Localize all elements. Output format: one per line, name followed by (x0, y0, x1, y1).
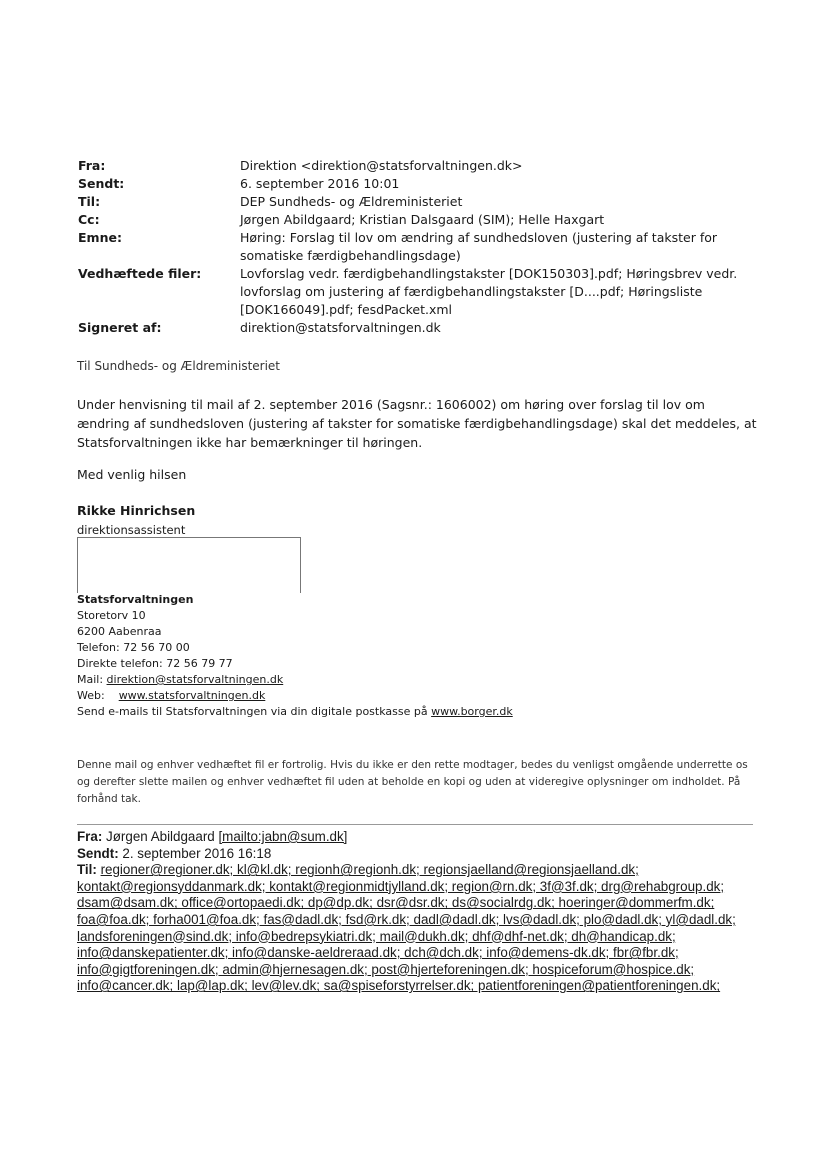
recipient-list-line[interactable]: info@cancer.dk; lap@lap.dk; lev@lev.dk; sa@spiseforstyrrelser.dk; patientforeningen@patientforeningen.dk; (77, 978, 721, 994)
header-value: Høring: Forslag til lov om ændring af sundhedsloven (justering af takster for somatiske færdigbehandlingsdage) (240, 230, 718, 263)
signature-city: 6200 Aabenraa (77, 625, 162, 638)
recipient-list-line[interactable]: kontakt@regionsyddanmark.dk; kontakt@regionmidtjylland.dk; region@rn.dk; 3f@3f.dk; drg@rehabgroup.dk; (77, 878, 725, 894)
header-row-to (78, 193, 758, 211)
header-label: Fra: (78, 158, 106, 173)
recipient-list-line[interactable]: foa@foa.dk; forha001@foa.dk; fas@dadl.dk; fsd@rk.dk; dadl@dadl.dk; lvs@dadl.dk; plo@dadl.dk; yl@dadl.dk; (77, 911, 736, 927)
greeting: Med venlig hilsen (77, 467, 187, 482)
header-value: Lovforslag vedr. færdigbehandlingstakster [DOK150303].pdf; Høringsbrev vedr. lovforslag om justering af færdigbehandlingstakster [D....pdf; Høringsliste [DOK166049].pdf; fesdPacket.xml (240, 266, 738, 317)
signature-eboks-row (77, 704, 513, 720)
header-label: Emne: (78, 230, 122, 245)
fwd-from-row (77, 829, 767, 846)
header-row-subject (78, 229, 758, 265)
logo-placeholder (77, 537, 301, 593)
recipient-list-line[interactable]: info@danskepatienter.dk; info@danske-aeldreraad.dk; dch@dch.dk; info@demens-dk.dk; fbr@fbr.dk; (77, 945, 679, 961)
header-value: Direktion <direktion@statsforvaltningen.dk> (240, 158, 523, 173)
salutation: Til Sundheds- og Ældreministeriet (77, 359, 281, 373)
signature-street: Storetorv 10 (77, 609, 146, 622)
recipient-list-line[interactable]: landsforeningen@sind.dk; info@bedrepsykiatri.dk; mail@dukh.dk; dhf@dhf-net.dk; dh@handicap.dk; (77, 928, 676, 944)
header-value: 6. september 2016 10:01 (240, 176, 400, 191)
header-label: Signeret af: (78, 320, 162, 335)
header-label: Sendt: (78, 176, 125, 191)
divider (77, 824, 753, 825)
mail-label: Mail: (77, 673, 107, 686)
signature-title: direktionsassistent (77, 523, 186, 537)
signature-direct-phone: Direkte telefon: 72 56 79 77 (77, 657, 233, 670)
header-row-attachments (78, 265, 758, 319)
recipient-list-line[interactable]: info@gigtforeningen.dk; admin@hjernesagen.dk; post@hjerteforeningen.dk; hospiceforum@hospice.dk; (77, 961, 695, 977)
fwd-to-label: Til: (77, 862, 97, 878)
header-value: Jørgen Abildgaard; Kristian Dalsgaard (SIM); Helle Haxgart (240, 212, 605, 227)
header-row-sent (78, 175, 758, 193)
fwd-sent-value: 2. september 2016 16:18 (122, 845, 272, 861)
header-value: direktion@statsforvaltningen.dk (240, 320, 441, 335)
web-label: Web: (77, 689, 109, 702)
email-header (78, 157, 758, 337)
signature-org: Statsforvaltningen (77, 593, 194, 606)
signature-phone: Telefon: 72 56 70 00 (77, 641, 190, 654)
signature-block (77, 592, 513, 720)
recipient-list-line[interactable]: dsam@dsam.dk; office@ortopaedi.dk; dp@dp.dk; dsr@dsr.dk; ds@socialrdg.dk; hoeringer@dommerfm.dk; (77, 895, 715, 911)
body-text: Under henvisning til mail af 2. september 2016 (Sagsnr.: 1606002) om høring over forslag til lov om ændring af sundhedsloven (justering af takster for somatiske færdigbehandlingsdage) skal det meddeles, at Statsforvaltningen ikke har bemærkninger til høringen. (77, 397, 757, 450)
header-row-from (78, 157, 758, 175)
fwd-from-value: Jørgen Abildgaard (106, 829, 219, 844)
signature-mail-row (77, 672, 513, 688)
fwd-to-row (77, 862, 767, 879)
header-label: Cc: (78, 212, 100, 227)
recipient-list-line[interactable]: regioner@regioner.dk; kl@kl.dk; regionh@regionh.dk; regionsjaelland@regionsjaelland.dk; (100, 862, 639, 878)
header-value: DEP Sundheds- og Ældreministeriet (240, 194, 463, 209)
confidentiality-disclaimer: Denne mail og enhver vedhæftet fil er fortrolig. Hvis du ikke er den rette modtager, bedes du venligst omgående underrette os og derefter slette mailen og enhver vedhæftet fil uden at beholde en kopi og uden at videregive oplysninger om indholdet. På forhånd tak. (77, 759, 748, 805)
forwarded-message (77, 829, 767, 995)
fwd-from-label: Fra: (77, 829, 103, 844)
eboks-text: Send e-mails til Statsforvaltningen via din digitale postkasse på (77, 705, 432, 718)
web-link[interactable]: www.statsforvaltningen.dk (118, 689, 266, 702)
fwd-mailto-link[interactable]: [mailto:jabn@sum.dk] (218, 829, 348, 844)
header-label: Vedhæftede filer: (78, 266, 202, 281)
mail-link[interactable]: direktion@statsforvaltningen.dk (106, 673, 284, 686)
signature-name: Rikke Hinrichsen (77, 503, 196, 518)
signature-web-row (77, 688, 513, 704)
header-row-cc (78, 211, 758, 229)
borger-link[interactable]: www.borger.dk (431, 705, 513, 718)
fwd-sent-row (77, 846, 767, 863)
header-label: Til: (78, 194, 101, 209)
fwd-sent-label: Sendt: (77, 845, 119, 861)
header-row-signed (78, 319, 758, 337)
